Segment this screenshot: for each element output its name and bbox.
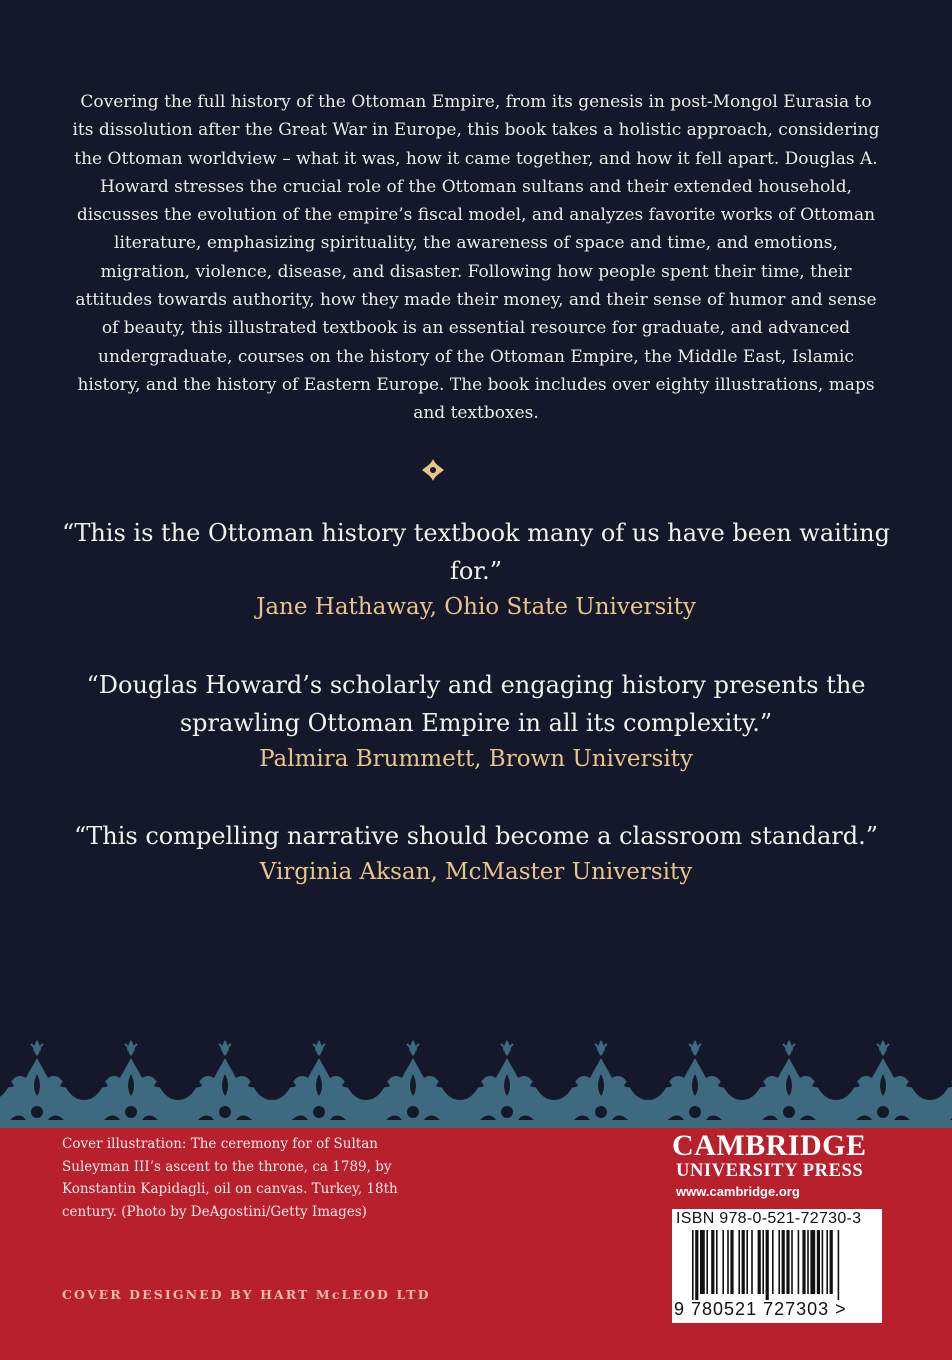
publisher-url: www.cambridge.org	[676, 1184, 800, 1199]
quote-text: “This is the Ottoman history textbook many of us have been waiting for.”	[62, 519, 890, 585]
barcode-bar	[807, 1230, 809, 1294]
barcode-bar	[817, 1230, 820, 1294]
barcode-bar	[692, 1230, 694, 1300]
barcode-bar	[730, 1230, 733, 1294]
barcode-bar	[778, 1230, 780, 1294]
quote-text: “This compelling narrative should become a classroom standard.”	[73, 822, 879, 850]
barcode-bar	[810, 1230, 815, 1294]
barcode-bar	[746, 1230, 748, 1294]
review-quote	[60, 514, 892, 624]
ottoman-border-pattern	[0, 1034, 952, 1130]
barcode-bar	[738, 1230, 740, 1294]
review-quote	[60, 817, 892, 889]
book-description: Covering the full history of the Ottoman Empire, from its genesis in post-Mongol Eurasia to its dissolution after the Great War in Europe, this book takes a holistic approach, considering the Ottoman worldview – what it was, how it came together, and how it fell apart. Douglas A. Howard stresses the crucial role of the Ottoman sultans and their extended household, discusses the evolution of the empire’s fiscal model, and analyzes favorite works of Ottoman literature, emphasizing spirituality, the awareness of space and time, and emotions, migration, violence, disease, and disaster. Following how people spent their time, their attitudes towards authority, how they made their money, and their sense of humor and sense of beauty, this illustrated textbook is an essential resource for graduate, and advanced undergraduate, courses on the history of the Ottoman Empire, the Middle East, Islamic history, and the history of Eastern Europe. The book includes over eighty illustrations, maps and textboxes.	[72, 92, 880, 424]
barcode-bar	[791, 1230, 793, 1294]
barcode-bar	[802, 1230, 805, 1294]
barcode-bar	[706, 1230, 708, 1294]
barcode-bar	[700, 1230, 705, 1294]
barcode-bar	[786, 1230, 789, 1294]
publisher-subtitle: UNIVERSITY PRESS	[676, 1161, 864, 1181]
isbn-label: ISBN 978-0-521-72730-3	[676, 1210, 862, 1227]
publisher-logo: CAMBRIDGE	[672, 1129, 867, 1162]
barcode-bar	[822, 1230, 824, 1294]
barcode-bar	[695, 1230, 698, 1300]
quote-attribution: Jane Hathaway, Ohio State University	[256, 594, 696, 620]
cover-illustration-credit: Cover illustration: The ceremony for of Sultan Suleyman III’s ascent to the throne, ca 1789, by Konstantin Kapidagli, oil on canvas. Turkey, 18th century. (Photo by DeAgostini/Getty Images)	[62, 1136, 398, 1220]
barcode-bar	[716, 1230, 718, 1294]
barcode-bar	[762, 1230, 764, 1294]
quote-attribution: Palmira Brummett, Brown University	[259, 746, 693, 772]
isbn-barcode	[672, 1230, 882, 1302]
barcode-bar	[826, 1230, 828, 1294]
barcode-bar	[758, 1230, 761, 1294]
barcode-bar	[830, 1230, 833, 1294]
barcode-bar	[742, 1230, 745, 1294]
quote-attribution: Virginia Aksan, McMaster University	[259, 859, 693, 885]
barcode-bar	[772, 1230, 774, 1294]
barcode-bar	[798, 1230, 800, 1294]
review-quote	[60, 666, 892, 776]
barcode-bar	[838, 1230, 840, 1300]
fleuron-ornament-icon	[418, 455, 448, 485]
barcode-bar	[722, 1230, 724, 1294]
quote-text: “Douglas Howard’s scholarly and engaging history presents the sprawling Ottoman Empire in all its complexity.”	[86, 671, 866, 737]
barcode-bar	[711, 1230, 714, 1294]
isbn-digits: 9 780521 727303 >	[674, 1299, 847, 1319]
barcode-bar	[727, 1230, 729, 1294]
barcode-bar	[782, 1230, 785, 1294]
barcode-bar	[766, 1230, 769, 1300]
cover-designer-credit: COVER DESIGNED BY HART McLEOD LTD	[62, 1287, 431, 1302]
barcode-bar	[751, 1230, 753, 1294]
